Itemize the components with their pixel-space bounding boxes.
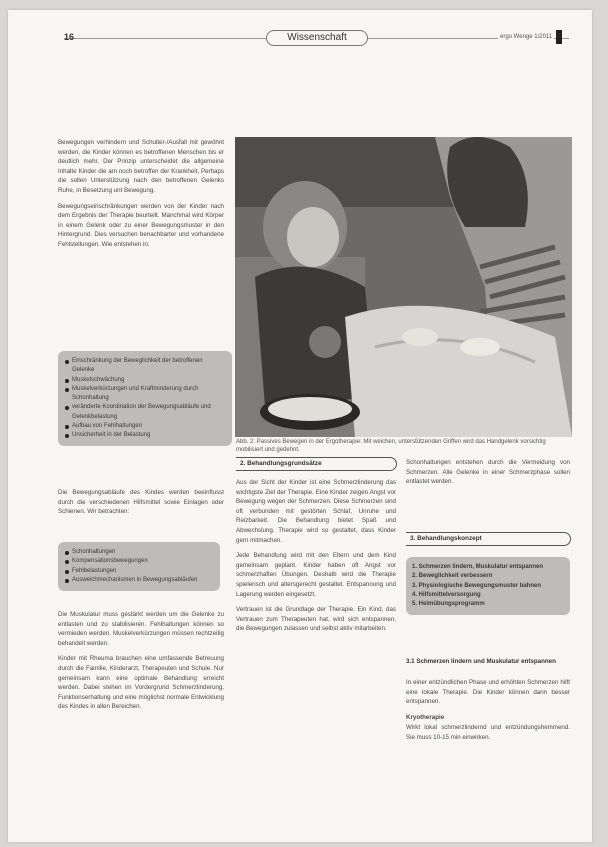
left-column-mid — [58, 488, 224, 523]
list-item: Kompensationsbewegungen — [64, 557, 214, 566]
photo-caption: Abb. 2: Passives Bewegen in der Ergotherapie: Mit weichen, unterstützenden Griffen wird das Handgelenk vorsichtig mobilisiert und gedehnt. — [236, 439, 546, 453]
section-heading-2: 2. Behandlungsgrundsätze — [236, 457, 397, 471]
symptom-list — [64, 357, 226, 441]
paragraph: Die Bewegungsabläufe des Kindes werden beeinflusst durch die verschiedenen Hilfsmittel sowie Einlagen oder Schienen. Wir betrachten: — [58, 489, 224, 516]
list-item: 4. Hilfsmittelversorgung — [412, 591, 481, 598]
therapy-photo — [235, 137, 572, 437]
concept-box — [406, 557, 570, 615]
list-item: Muskelschwächung — [64, 376, 226, 385]
paragraph: Wirkt lokal schmerzlindernd und entzündungshemmend. Sie muss 10-15 min einwirken. — [406, 724, 570, 741]
list-item: 3. Physiologische Bewegungsmuster bahnen — [412, 582, 542, 589]
list-item: Muskelverkürzungen und Kraftminderung durch Schonhaltung — [64, 385, 226, 404]
observation-box — [58, 542, 220, 591]
list-item: Unsicherheit in der Belastung — [64, 431, 226, 440]
paragraph: Die Muskulatur muss gestärkt werden um die Gelenke zu entlasten und zu stabilisieren. Fehlhaltungen können so vermieden werden. Muskelverkürzungen müssen rechtzeitig behandelt werden. — [58, 611, 224, 647]
paragraph: Bewegungen verhindern und Schulter-/Ausfall mit gewöhnt werden, die Kinder können es betroffenen Menschen bis er deutlich mehr. Der Prinzip unterscheidet die allgemeine Inhalte Kinder die am noch betroffen der Krankheit, Perhaps die sollen Unterstützung nach den betroffenen Gelenks Ruhe, in Besetzung unt Bewegung. — [58, 139, 224, 194]
list-item: Schonhaltungen — [64, 548, 214, 557]
list-item: 1. Schmerzen lindern, Muskulatur entspannen — [412, 564, 544, 570]
right-column-bottom — [406, 678, 570, 749]
paragraph: Kinder mit Rheuma brauchen eine umfassende Betreuung durch die Familie, Kinderarzt, Therapeuten und Schule. Nur gemeinsam kann eine optimale Behandlung erreicht werden. Dabei stehen im Vordergrund Schmerzlinderung, Funktionserhaltung und eine möglichst normale Entwicklung des Kindes in allen Bereichen. — [58, 655, 224, 711]
page-number: 16 — [64, 32, 75, 42]
list-item: Aufbau von Fehlhaltungen — [64, 422, 226, 431]
paragraph: In einer entzündlichen Phase und erhöhten Schmerzen hilft eine lokale Therapie. Die Kinder können dann besser entspannen. — [406, 679, 570, 706]
list-item: 5. Heimübungsprogramm — [412, 601, 485, 608]
paragraph: Vertrauen ist die Grundlage der Therapie. Ein Kind, das Vertrauen zum Therapeuten hat, wird sich entspannen, die Bewegungen zulassen und selbst aktiv mitarbeiten. — [236, 606, 396, 633]
left-column-top — [58, 138, 224, 256]
list-item: Fehlbelastungen — [64, 567, 214, 576]
paragraph: Jede Behandlung wird mit den Eltern und dem Kind gemeinsam geplant. Kinder haben oft Angst vor schmerzhaften Übungen. Deshalb wird die Therapie spielerisch und altersgerecht gestaltet. Entspannung und Lagerung werden eingesetzt. — [236, 552, 396, 598]
list-item: veränderte Koordination der Bewegungsabläufe und Gelenkbelastung — [64, 403, 226, 422]
list-item: 2. Beweglichkeit verbessern — [412, 573, 493, 580]
symptom-box — [58, 351, 232, 446]
kryo-heading: Kryotherapie — [406, 713, 445, 721]
page — [8, 10, 592, 842]
list-item: Einschränkung der Beweglichkeit der betroffenen Gelenke — [64, 357, 226, 376]
observation-list — [64, 548, 214, 585]
photo-illustration — [235, 137, 572, 437]
left-column-bottom — [58, 610, 224, 718]
concept-list — [412, 563, 564, 609]
list-item: Ausweichmechanismen in Bewegungsabläufen — [64, 576, 214, 585]
header-marker — [556, 30, 562, 44]
subsection-heading: 3.1 Schmerzen lindern und Muskulatur entspannen — [406, 658, 556, 665]
paragraph: Aus der Sicht der Kinder ist eine Schmerzlinderung das wichtigste Ziel der Therapie. Eine Kinder zeigen Angst vor Bewegung wegen der Schmerzen. Diese Schmerzen sind oft verbunden mit gestörten Schlaf, Unruhe und Reizbarkeit. Die Behandlung bietet Spaß und Abwechslung. Therapie wird so gestaltet, dass Kinder gern mitmachen. — [236, 479, 396, 544]
section-heading-3: 3. Behandlungskonzept — [406, 532, 571, 546]
paragraph: Schonhaltungen entstehen durch die Vermeidung von Schmerzen. Alle Gelenke in einer Schmerzphase sollen entlastet werden. — [406, 459, 570, 486]
middle-column — [236, 478, 396, 640]
journal-label: ergo Wenge 1/2011 — [500, 34, 553, 40]
right-column-top — [406, 458, 570, 493]
paragraph: Bewegungseinschränkungen werden von der Kinder nach dem Ergebnis der Therapie beurteilt. Manchmal wird Körper in einem Gelenk oder zu einer Bewegungsmuster in den Hintergrund. Dies versuchen benachbarter und vorhandene Fehlstellungen. Wie entstehen in: — [58, 202, 224, 248]
section-title: Wissenschaft — [266, 30, 368, 46]
